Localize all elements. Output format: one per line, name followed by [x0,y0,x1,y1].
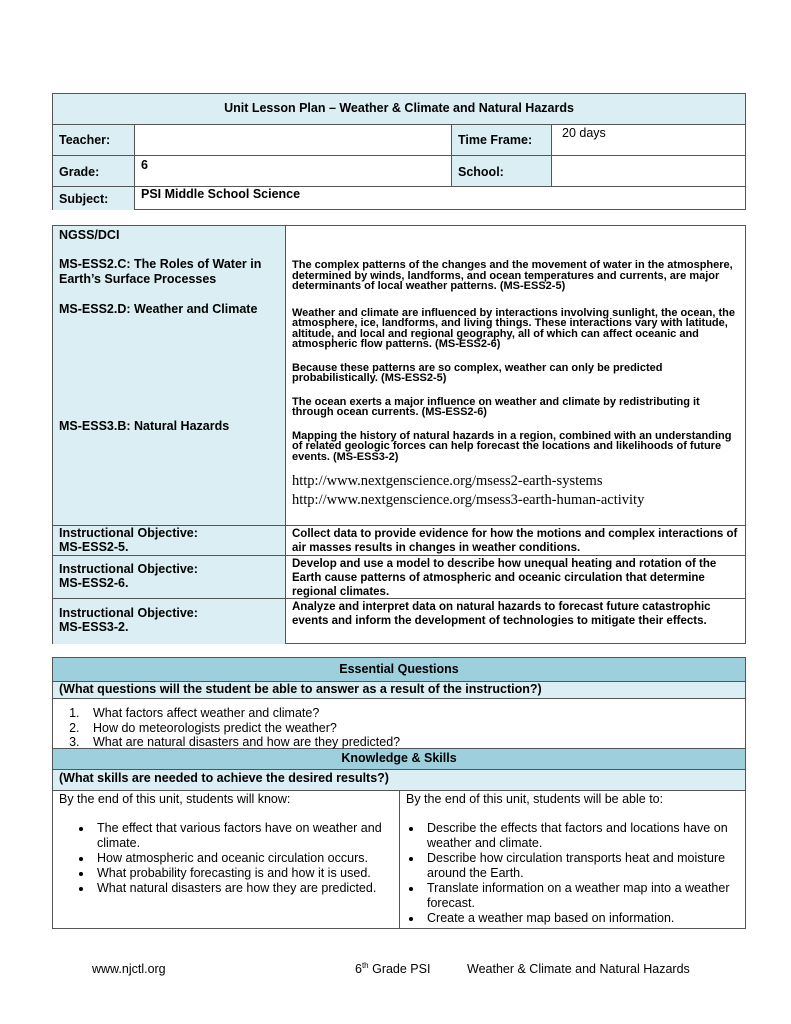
objective-2-label: Instructional Objective: [59,562,198,576]
question-item: 3. What are natural disasters and how are they predicted? [83,735,745,750]
footer-grade-sup: th [361,960,369,970]
dci-ess2c: MS-ESS2.C: The Roles of Water in Earth’s Surface Processes [59,257,262,286]
school-label: School: [452,156,552,186]
able-column [400,791,745,928]
able-item: • Describe how circulation transports heat and moisture around the Earth. [423,851,739,881]
question-item: 1. What factors affect weather and climate? [83,706,745,721]
essential-table [52,657,746,929]
able-item: • Describe the effects that factors and locations have on weather and climate. [423,821,739,851]
know-item: • How atmospheric and oceanic circulation occurs. [93,851,393,866]
timeframe-label: Time Frame: [452,125,552,155]
objective-2-label-cell [53,556,286,598]
able-item: • Create a weather map based on information. [423,911,739,926]
question-item: 2. How do meteorologists predict the weather? [83,721,745,736]
ngss-link-ess3[interactable]: http://www.nextgenscience.org/msess3-earth-human-activity [292,492,645,508]
timeframe-value: 20 days [562,126,606,140]
ngss-table [52,225,746,644]
teacher-label: Teacher: [53,125,135,155]
dci-text-climate: Weather and climate are influenced by interactions involving sunlight, the ocean, the atmosphere, ice, landforms, and living things. These interactions vary with latitude, altitude, and local and regional geography, all of which can affect oceanic and atmospheric flow patterns. (MS-ESS2-6) [292,306,735,350]
objective-3-code: MS-ESS3-2. [59,620,129,634]
able-item: • Translate information on a weather map into a weather forecast. [423,881,739,911]
objective-1-code: MS-ESS2-5. [59,540,129,554]
subject-value: PSI Middle School Science [141,187,301,201]
know-item: • The effect that various factors have on weather and climate. [93,821,393,851]
dci-text-hazards: Mapping the history of natural hazards in a region, combined with an understanding of related geologic forces can help forecast the locations and likelihoods of future events. (MS-ESS3-2) [292,429,732,463]
objective-1-text: Collect data to provide evidence for how the motions and complex interactions of air masses results in changes in weather conditions. [292,528,738,554]
objective-3-text: Analyze and interpret data on natural hazards to forecast future catastrophic events and inform the development of technologies to mitigate their effects. [292,601,711,627]
teacher-value [135,125,452,155]
footer-grade [355,962,430,976]
knowledge-title: Knowledge & Skills [53,749,745,770]
subject-label: Subject: [53,187,135,210]
dci-text-probability: Because these patterns are so complex, weather can only be predicted probabilistically. (MS-ESS2-5) [292,361,663,384]
grade-label: Grade: [53,156,135,186]
essential-questions-cell [53,699,745,749]
dci-ess3b: MS-ESS3.B: Natural Hazards [59,419,230,433]
objective-2-code: MS-ESS2-6. [59,576,129,590]
ngss-heading: NGSS/DCI [59,228,120,242]
ngss-link-ess2[interactable]: http://www.nextgenscience.org/msess2-earth-systems [292,473,603,489]
ngss-left-cell [53,226,286,525]
know-item: • What natural disasters are how they are predicted. [93,881,393,896]
objective-3-label: Instructional Objective: [59,606,198,620]
objective-3-label-cell [53,599,286,644]
know-intro: By the end of this unit, students will know: [59,792,291,806]
grade-value: 6 [135,156,452,186]
lesson-plan-title: Unit Lesson Plan – Weather & Climate and Natural Hazards [53,94,745,125]
essential-title: Essential Questions [53,658,745,682]
dci-text-water: The complex patterns of the changes and the movement of water in the atmosphere, determined by winds, landforms, and ocean temperatures and currents, are major determinants of local weather patterns. (MS-ESS2-5) [292,259,733,292]
knowledge-prompt: (What skills are needed to achieve the desired results?) [53,770,745,791]
ngss-right-cell [286,226,745,525]
objective-1-label: Instructional Objective: [59,526,198,540]
school-value [552,156,745,186]
footer-unit: Weather & Climate and Natural Hazards [467,962,690,976]
footer-grade-rest: Grade PSI [368,962,431,976]
essential-prompt: (What questions will the student be able to answer as a result of the instruction?) [53,682,745,699]
objective-1-label-cell [53,526,286,555]
know-column [53,791,400,928]
footer-site: www.njctl.org [92,962,166,976]
dci-ess2d: MS-ESS2.D: Weather and Climate [59,302,258,316]
know-item: • What probability forecasting is and how it is used. [93,866,393,881]
header-table [52,93,746,210]
able-intro: By the end of this unit, students will be able to: [406,792,664,806]
objective-2-text: Develop and use a model to describe how unequal heating and rotation of the Earth cause patterns of atmospheric and oceanic circulation that determine regional climates. [292,558,717,598]
dci-text-ocean: The ocean exerts a major influence on weather and climate by redistributing it through ocean currents. (MS-ESS2-6) [292,395,700,418]
footer-grade-num: 6 [355,962,362,976]
